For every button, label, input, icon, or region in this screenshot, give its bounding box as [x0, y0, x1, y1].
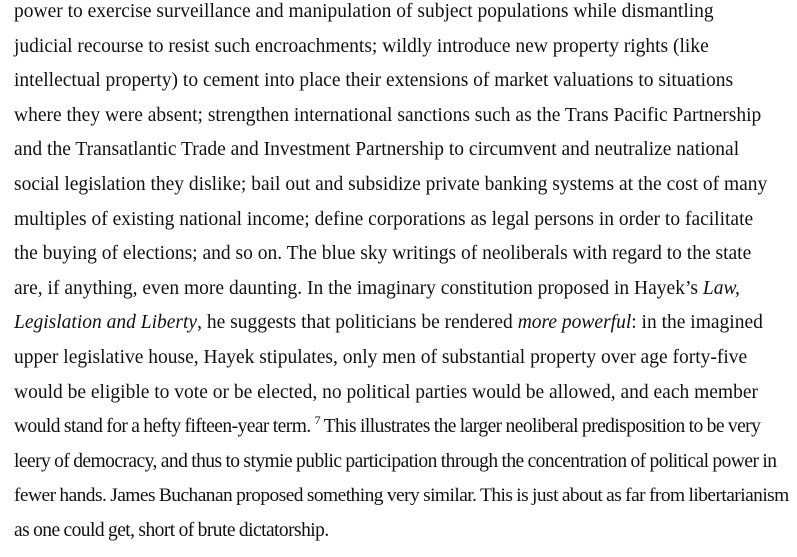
text-line	[14, 519, 329, 543]
text-span: : in the imagined	[631, 312, 763, 334]
text-line	[14, 277, 740, 301]
text-span: fewer hands. James Buchanan proposed something very similar. This is just about as far from libertarianism	[14, 485, 789, 507]
text-line	[14, 346, 747, 370]
italic-text: Legislation and Liberty	[14, 312, 198, 334]
text-line	[14, 0, 714, 24]
text-line	[14, 138, 739, 162]
text-line	[14, 69, 733, 93]
text-span: power to exercise surveillance and manipulation of subject populations while dismantling	[14, 1, 714, 22]
text-span: , he suggests that politicians be rendered	[197, 312, 518, 334]
text-line	[14, 450, 776, 474]
text-line	[14, 415, 760, 439]
text-line	[14, 381, 758, 405]
text-span: are, if anything, even more daunting. In the imaginary constitution proposed in Hayek’s	[14, 277, 703, 299]
text-span: judicial recourse to resist such encroachments; wildly introduce new property rights (like	[14, 35, 709, 57]
text-span: upper legislative house, Hayek stipulates, only men of substantial property over age forty-five	[14, 347, 748, 368]
text-span: multiples of existing national income; define corporations as legal persons in order to facilitate	[14, 208, 754, 230]
text-span: as one could get, short of brute dictatorship.	[14, 520, 329, 541]
footnote-marker: 7	[314, 413, 321, 428]
text-span: leery of democracy, and thus to stymie public participation through the concentration of political power in	[14, 450, 777, 472]
text-span: where they were absent; strengthen international sanctions such as the Trans Pacific Partnership	[14, 104, 762, 126]
text-span: intellectual property) to cement into place their extensions of market valuations to situations	[14, 70, 734, 92]
text-line	[14, 242, 751, 266]
text-span: the buying of elections; and so on. The blue sky writings of neoliberals with regard to the state	[14, 243, 752, 265]
italic-text: more powerful	[517, 312, 632, 334]
text-line	[14, 173, 767, 197]
text-line	[14, 208, 753, 232]
text-line	[14, 484, 789, 508]
text-line	[14, 104, 761, 128]
text-span: and the Transatlantic Trade and Investment Partnership to circumvent and neutralize national	[14, 139, 740, 161]
text-span: would stand for a hefty fifteen-year term.	[14, 416, 315, 438]
text-span: would be eligible to vote or be elected, no political parties would be allowed, and each member	[14, 381, 758, 403]
text-line	[14, 311, 763, 335]
text-span: This illustrates the larger neoliberal predisposition to be very	[320, 416, 761, 438]
text-line	[14, 35, 709, 59]
italic-text: Law,	[702, 277, 740, 299]
text-span: social legislation they dislike; bail out and subsidize private banking systems at the cost of many	[14, 174, 768, 195]
